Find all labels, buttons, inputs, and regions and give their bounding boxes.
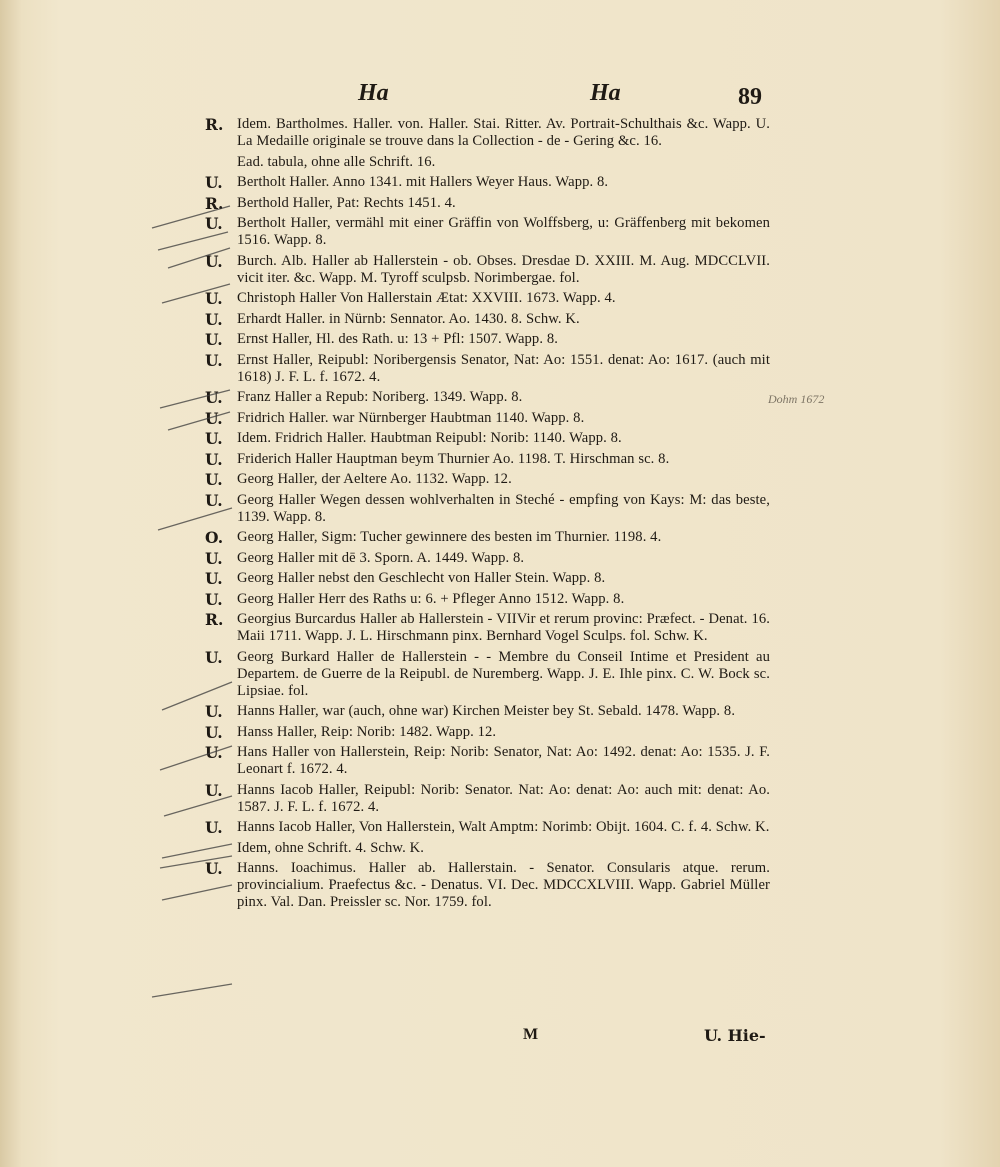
catalogue-entry bbox=[205, 290, 770, 307]
catalogue-entry bbox=[205, 253, 770, 287]
entry-text: Christoph Haller Von Hallerstain Ætat: XXVIII. 1673. Wapp. 4. bbox=[237, 290, 616, 306]
entry-code: U. bbox=[205, 722, 223, 742]
entry-text: Georg Haller nebst den Geschlecht von Haller Stein. Wapp. 8. bbox=[237, 570, 606, 586]
catalogue-entry bbox=[205, 451, 770, 468]
catalogue-entry bbox=[205, 591, 770, 608]
entry-code: U. bbox=[205, 647, 223, 667]
entry-code: U. bbox=[205, 388, 223, 407]
catalogue-entry bbox=[205, 492, 770, 526]
catalogue-entry bbox=[205, 430, 770, 447]
entry-text: Bertholt Haller. Anno 1341. mit Hallers Weyer Haus. Wapp. 8. bbox=[237, 174, 609, 190]
catalogue-entry bbox=[205, 471, 770, 488]
entry-code: R. bbox=[205, 610, 224, 629]
catalogue-entry bbox=[205, 529, 770, 546]
catalogue-entry bbox=[205, 195, 770, 212]
catalogue-entry bbox=[205, 116, 770, 150]
entry-text: Berthold Haller, Pat: Rechts 1451. 4. bbox=[237, 194, 456, 211]
entry-code: U. bbox=[205, 859, 223, 878]
entry-text: Georg Burkard Haller de Hallerstein - - Membre du Conseil Intime et President au Departem. de Guerre de la Reipubl. de Nuremberg. Wapp. J. E. Ihle pinx. C. W. Bock sc. Lipsiae. fol. bbox=[237, 648, 770, 699]
entry-text: Georg Haller, der Aeltere Ao. 1132. Wapp. 12. bbox=[237, 471, 512, 487]
catalogue-entry bbox=[205, 311, 770, 328]
entry-code: O. bbox=[205, 528, 224, 547]
entry-code: U. bbox=[205, 449, 223, 469]
entry-text: Hanss Haller, Reip: Norib: 1482. Wapp. 12. bbox=[237, 723, 497, 740]
catalogue-entry bbox=[205, 860, 770, 911]
entry-code: U. bbox=[205, 743, 223, 762]
header-center-word: Ha bbox=[590, 80, 621, 106]
entry-code: U. bbox=[205, 350, 223, 370]
header-left-word: Ha bbox=[358, 80, 389, 106]
pencil-tick bbox=[152, 984, 232, 997]
entry-text: Idem. Fridrich Haller. Haubtman Reipubl: Norib: 1140. Wapp. 8. bbox=[237, 430, 622, 446]
entry-code: U. bbox=[205, 309, 223, 329]
entry-code: U. bbox=[205, 818, 223, 837]
entry-code: U. bbox=[205, 490, 223, 510]
signature-mark: M bbox=[523, 1026, 539, 1043]
entry-text: Ernst Haller, Reipubl: Noribergensis Senator, Nat: Ao: 1551. denat: Ao: 1617. (auch mit 1618) J. F. L. f. 1672. 4. bbox=[237, 351, 770, 385]
catalogue-entry bbox=[205, 611, 770, 645]
entry-text: Bertholt Haller, vermähl mit einer Gräffin von Wolffsberg, u: Gräffenberg mit bekomen 1516. Wapp. 8. bbox=[237, 215, 770, 248]
margin-note: Dohm 1672 bbox=[768, 392, 825, 406]
catalogue-entries bbox=[205, 116, 770, 915]
entry-code: U. bbox=[205, 702, 223, 721]
catalogue-entry bbox=[205, 410, 770, 427]
running-header bbox=[0, 80, 1000, 114]
entry-text: Ead. tabula, ohne alle Schrift. 16. bbox=[237, 153, 436, 170]
catalogue-entry bbox=[205, 154, 770, 171]
catalogue-entry bbox=[205, 215, 770, 249]
catalogue-entry bbox=[205, 550, 770, 567]
entry-code: U. bbox=[205, 214, 223, 233]
entry-text: Hanns Iacob Haller, Von Hallerstein, Walt Amptm: Norimb: Obijt. 1604. C. f. 4. Schw. K. bbox=[237, 819, 770, 835]
entry-code: U. bbox=[205, 429, 223, 448]
entry-text: Ernst Haller, Hl. des Rath. u: 13 + Pfl: 1507. Wapp. 8. bbox=[237, 331, 558, 347]
catalogue-entry bbox=[205, 389, 770, 406]
page-footer bbox=[0, 1026, 1000, 1050]
entry-code: U. bbox=[205, 408, 223, 428]
catalogue-entry bbox=[205, 331, 770, 348]
catalogue-entry bbox=[205, 570, 770, 587]
entry-text: Franz Haller a Repub: Noriberg. 1349. Wapp. 8. bbox=[237, 389, 523, 405]
catalogue-entry bbox=[205, 744, 770, 778]
catalogue-entry bbox=[205, 840, 770, 857]
entry-text: Hans Haller von Hallerstein, Reip: Norib: Senator, Nat: Ao: 1492. denat: Ao: 1535. J. F. Leonart f. 1672. 4. bbox=[237, 744, 770, 777]
entry-text: Hanns Iacob Haller, Reipubl: Norib: Senator. Nat: Ao: denat: Ao: auch mit: denat: Ao. 1587. J. F. L. f. 1672. 4. bbox=[237, 781, 770, 815]
entry-text: Georgius Burcardus Haller ab Hallerstein - VIIVir et rerum provinc: Præfect. - Denat. 16. Maii 1711. Wapp. J. L. Hirschmann pinx. Bernhard Vogel Sculps. fol. Schw. K. bbox=[237, 611, 770, 644]
catalogue-entry bbox=[205, 724, 770, 741]
catalogue-entry bbox=[205, 352, 770, 386]
entry-text: Erhardt Haller. in Nürnb: Sennator. Ao. 1430. 8. Schw. K. bbox=[237, 310, 580, 327]
entry-code: U. bbox=[205, 548, 223, 568]
entry-code: U. bbox=[205, 470, 223, 489]
entry-text: Idem, ohne Schrift. 4. Schw. K. bbox=[237, 839, 424, 856]
entry-text: Georg Haller Herr des Raths u: 6. + Pfleger Anno 1512. Wapp. 8. bbox=[237, 590, 625, 607]
entry-code: R. bbox=[205, 193, 224, 213]
catalogue-entry bbox=[205, 782, 770, 816]
catalogue-entry bbox=[205, 819, 770, 836]
entry-text: Georg Haller, Sigm: Tucher gewinnere des besten im Thurnier. 1198. 4. bbox=[237, 529, 662, 545]
catalogue-entry bbox=[205, 174, 770, 191]
entry-code: U. bbox=[205, 251, 223, 271]
entry-text: Friderich Haller Hauptman beym Thurnier Ao. 1198. T. Hirschman sc. 8. bbox=[237, 450, 670, 467]
entry-code: U. bbox=[205, 173, 223, 192]
catchword: U. Hie- bbox=[704, 1026, 766, 1045]
entry-text: Georg Haller Wegen dessen wohlverhalten in Steché - empfing von Kays: M: das beste, 1139. Wapp. 8. bbox=[237, 491, 770, 525]
entry-code: U. bbox=[205, 780, 223, 800]
entry-text: Hanns Haller, war (auch, ohne war) Kirchen Meister bey St. Sebald. 1478. Wapp. 8. bbox=[237, 703, 736, 719]
entry-text: Burch. Alb. Haller ab Hallerstein - ob. Obses. Dresdae D. XXIII. M. Aug. MDCCLVII. vicit iter. &c. Wapp. M. Tyroff sculpsb. Norimbergae. fol. bbox=[237, 252, 770, 286]
entry-code: U. bbox=[205, 330, 223, 349]
entry-code: R. bbox=[205, 115, 224, 134]
entry-code: U. bbox=[205, 589, 223, 609]
entry-code: U. bbox=[205, 569, 223, 588]
entry-text: Idem. Bartholmes. Haller. von. Haller. Stai. Ritter. Av. Portrait-Schulthais &c. Wapp. U. La Medaille originale se trouve dans la Collection - de - Gering &c. 16. bbox=[237, 116, 770, 149]
page-number: 89 bbox=[738, 84, 762, 110]
catalogue-entry bbox=[205, 649, 770, 700]
catalogue-entry bbox=[205, 703, 770, 720]
entry-text: Fridrich Haller. war Nürnberger Haubtman 1140. Wapp. 8. bbox=[237, 409, 585, 426]
entry-code: U. bbox=[205, 289, 223, 308]
entry-text: Georg Haller mit dē 3. Sporn. A. 1449. Wapp. 8. bbox=[237, 549, 525, 566]
entry-text: Hanns. Ioachimus. Haller ab. Hallerstain. - Senator. Consularis atque. rerum. provincialium. Praefectus &c. - Denatus. VI. Dec. MDCCXLVIII. Wapp. Gabriel Müller pinx. Val. Dan. Preissler sc. Nor. 1759. fol. bbox=[237, 860, 770, 910]
